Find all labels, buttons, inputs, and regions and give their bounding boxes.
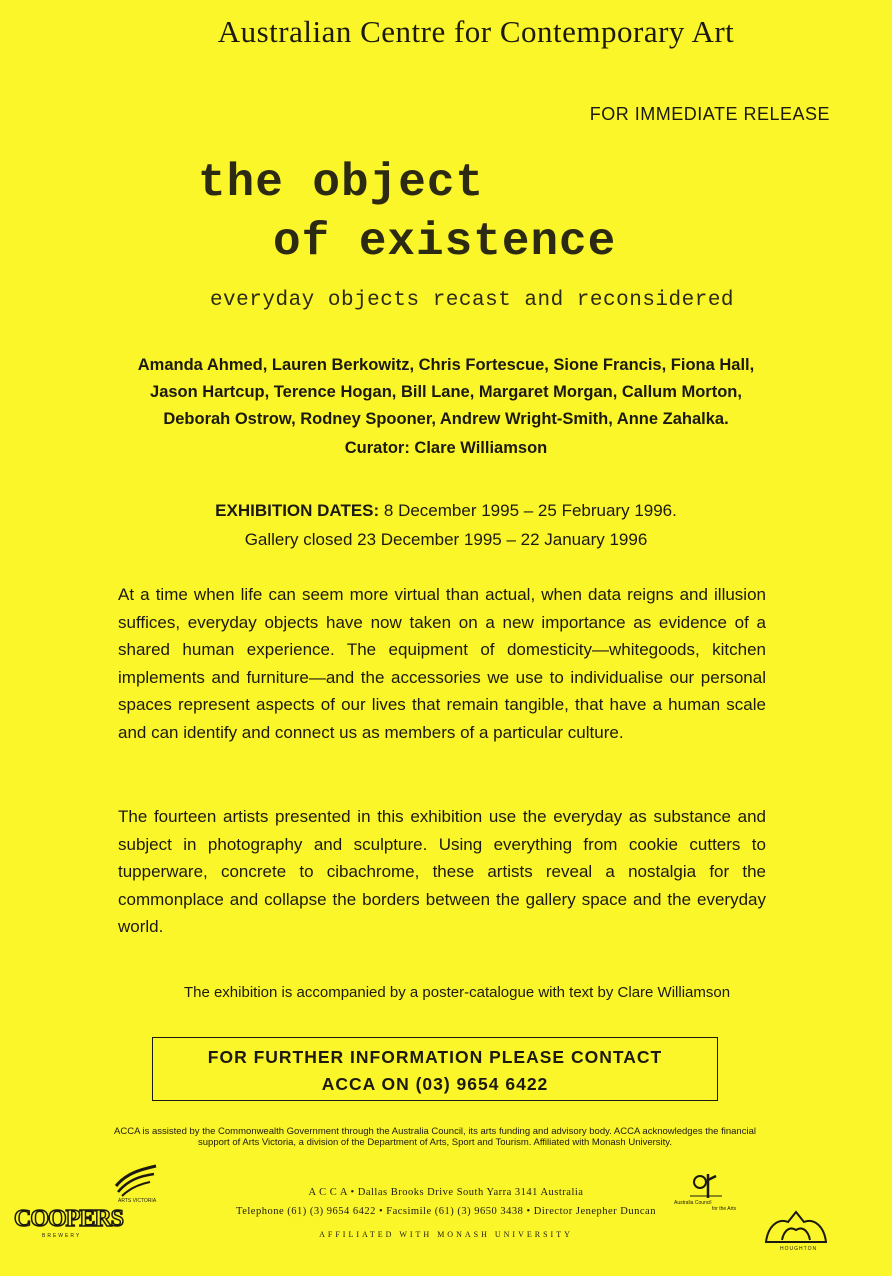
arts-victoria-logo: [112, 1160, 160, 1208]
houghton-label: HOUGHTON: [780, 1246, 818, 1252]
houghton-crest-icon: [760, 1208, 832, 1248]
exhibition-dates: [100, 496, 792, 554]
artist-line: Jason Hartcup, Terence Hogan, Bill Lane, Margaret Morgan, Callum Morton,: [150, 383, 742, 401]
australia-council-label-1: Australia Council: [674, 1200, 712, 1206]
contact-box: [152, 1037, 718, 1101]
body-paragraph-2: The fourteen artists presented in this exhibition use the everyday as substance and subject in photography and sculpture. Using everything from cookie cutters to tupperware, concrete to cibachrome, these artists reveal a nostalgia for the commonplace and collapse the borders between the gallery space and the everyday world.: [118, 807, 766, 936]
australia-council-logo: [670, 1168, 742, 1214]
coopers-wordmark: COOPERS: [14, 1206, 124, 1232]
funding-acknowledgement: ACCA is assisted by the Commonwealth Government through the Australia Council, its arts funding and advisory body. ACCA acknowledges the financial support of Arts Victoria, a division of the Department of Arts, Sport and Tourism. Affiliated with Monash University.: [114, 1126, 756, 1148]
contact-line-2: ACCA ON (03) 9654 6422: [321, 1074, 549, 1094]
coopers-logo: [14, 1206, 124, 1242]
acca-address: A C C A • Dallas Brooks Drive South Yarra 3141 Australia: [308, 1187, 584, 1198]
exhibition-subtitle: everyday objects recast and reconsidered: [209, 289, 735, 312]
dates-line: [100, 496, 792, 525]
australia-council-label-2: for the Arts: [712, 1206, 737, 1212]
gallery-closed-note: Gallery closed 23 December 1995 – 22 January 1996: [244, 530, 648, 549]
arts-victoria-label: ARTS VICTORIA: [118, 1198, 157, 1204]
exhibition-title-line2: of existence: [273, 216, 617, 268]
contact-line-1: FOR FURTHER INFORMATION PLEASE CONTACT: [207, 1047, 663, 1067]
artist-list: [100, 352, 792, 433]
dates-label: EXHIBITION DATES:: [215, 501, 380, 520]
coopers-subtext: BREWERY: [42, 1233, 82, 1239]
organization-title: Australian Centre for Contemporary Art: [217, 14, 735, 49]
monash-affiliation: AFFILIATED WITH MONASH UNIVERSITY: [319, 1230, 573, 1239]
release-label: FOR IMMEDIATE RELEASE: [589, 104, 830, 124]
exhibition-title-line1: the object: [198, 157, 485, 209]
artist-line: Deborah Ostrow, Rodney Spooner, Andrew Wright-Smith, Anne Zahalka.: [163, 410, 729, 428]
curator-credit: Curator: Clare Williamson: [344, 439, 548, 457]
dates-range: 8 December 1995 – 25 February 1996.: [379, 501, 677, 520]
artist-line: Amanda Ahmed, Lauren Berkowitz, Chris Fortescue, Sione Francis, Fiona Hall,: [137, 356, 755, 374]
houghton-logo: [760, 1208, 832, 1254]
acca-phone-fax: Telephone (61) (3) 9654 6422 • Facsimile (61) (3) 9650 3438 • Director Jenepher Duncan: [236, 1206, 656, 1217]
body-paragraph-1: At a time when life can seem more virtual than actual, when data reigns and illusion suffices, everyday objects have now taken on a new importance as evidence of a shared human experience. The equipment of domesticity—whitegoods, kitchen implements and furniture—and the accessories we use to individualise our personal spaces represent aspects of our lives that remain tangible, that have a human scale and can identify and connect us as members of a particular culture.: [118, 585, 766, 742]
catalogue-note: The exhibition is accompanied by a poster-catalogue with text by Clare Williamson: [183, 984, 731, 1001]
